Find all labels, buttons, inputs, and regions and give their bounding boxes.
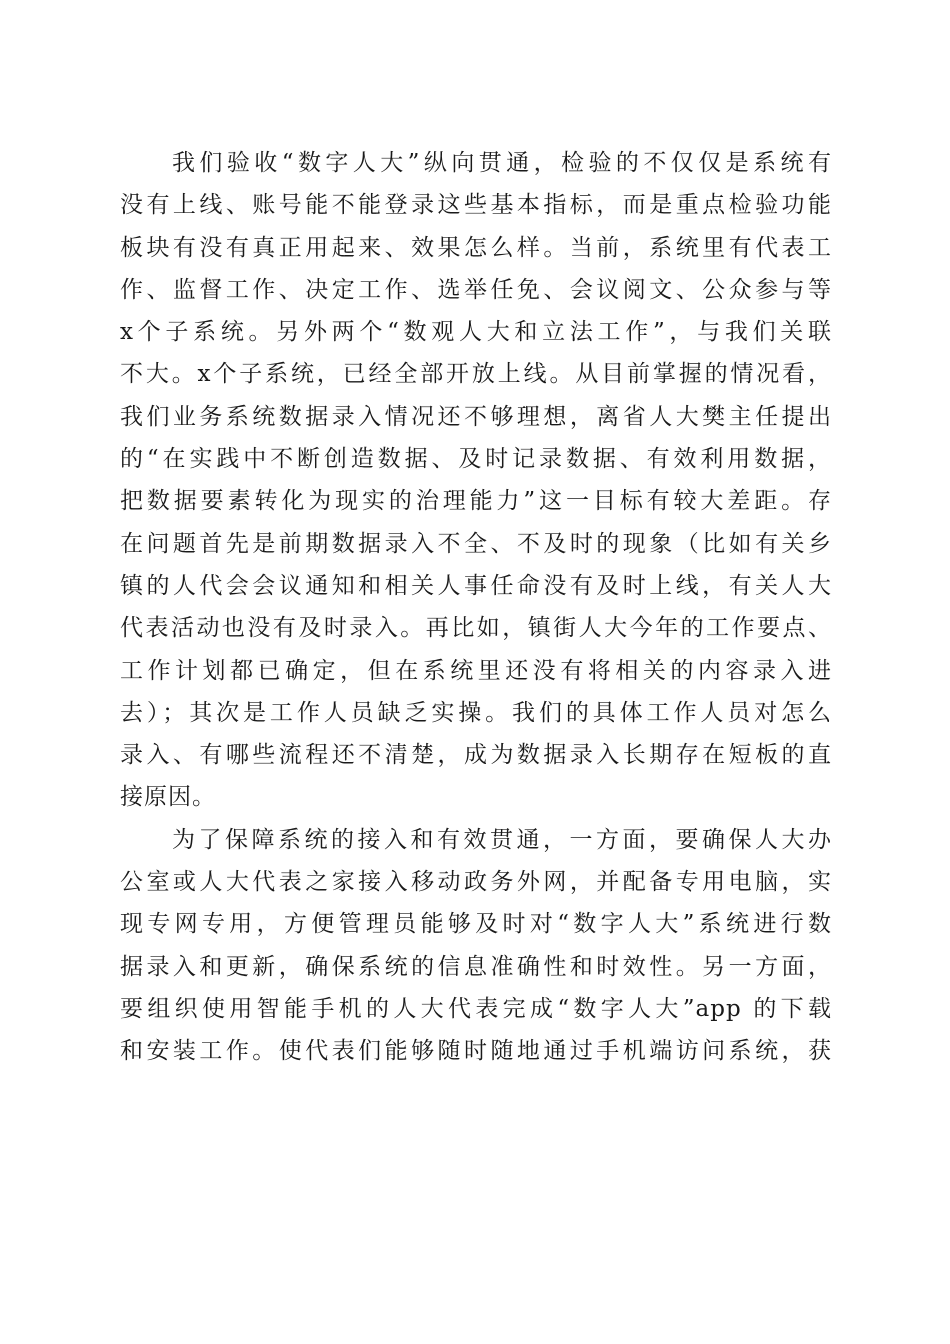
text-line: 板块有没有真正用起来、效果怎么样。当前，系统里有代表工 xyxy=(120,234,832,261)
text-line: 不大。x个子系统，已经全部开放上线。从目前掌握的情况看， xyxy=(120,361,832,388)
text-line: 录入、有哪些流程还不清楚，成为数据录入长期存在短板的直 xyxy=(120,742,832,769)
text-line: 现专网专用，方便管理员能够及时对“数字人大”系统进行数 xyxy=(120,911,832,938)
paragraph-1 xyxy=(120,142,832,819)
text-line: 公室或人大代表之家接入移动政务外网，并配备专用电脑，实 xyxy=(120,869,832,896)
text-line: 的“在实践中不断创造数据、及时记录数据、有效利用数据， xyxy=(120,446,832,473)
text-line: 把数据要素转化为现实的治理能力”这一目标有较大差距。存 xyxy=(120,488,832,515)
document-body xyxy=(120,142,832,1073)
text-line: 代表活动也没有及时录入。再比如，镇街人大今年的工作要点、 xyxy=(120,615,832,642)
text-line: 我们业务系统数据录入情况还不够理想，离省人大樊主任提出 xyxy=(120,403,832,430)
text-line: 作、监督工作、决定工作、选举任免、会议阅文、公众参与等 xyxy=(120,276,832,303)
text-line: 我们验收“数字人大”纵向贯通，检验的不仅仅是系统有 xyxy=(172,150,832,176)
text-line: 工作计划都已确定，但在系统里还没有将相关的内容录入进 xyxy=(120,657,832,684)
text-line: 据录入和更新，确保系统的信息准确性和时效性。另一方面， xyxy=(120,953,832,980)
text-line: 在问题首先是前期数据录入不全、不及时的现象（比如有关乡 xyxy=(120,530,832,557)
text-line: 去）；其次是工作人员缺乏实操。我们的具体工作人员对怎么 xyxy=(120,699,832,726)
text-line: 和安装工作。使代表们能够随时随地通过手机端访问系统，获 xyxy=(120,1038,832,1065)
paragraph-2 xyxy=(120,819,832,1073)
text-line: 镇的人代会会议通知和相关人事任命没有及时上线，有关人大 xyxy=(120,572,832,599)
text-line: x个子系统。另外两个“数观人大和立法工作”，与我们关联 xyxy=(120,319,832,346)
text-line: 为了保障系统的接入和有效贯通，一方面，要确保人大办 xyxy=(172,826,832,853)
text-line: 要组织使用智能手机的人大代表完成“数字人大”app 的下载 xyxy=(120,995,832,1022)
text-line: 没有上线、账号能不能登录这些基本指标，而是重点检验功能 xyxy=(120,192,832,219)
text-line: 接原因。 xyxy=(120,784,216,811)
